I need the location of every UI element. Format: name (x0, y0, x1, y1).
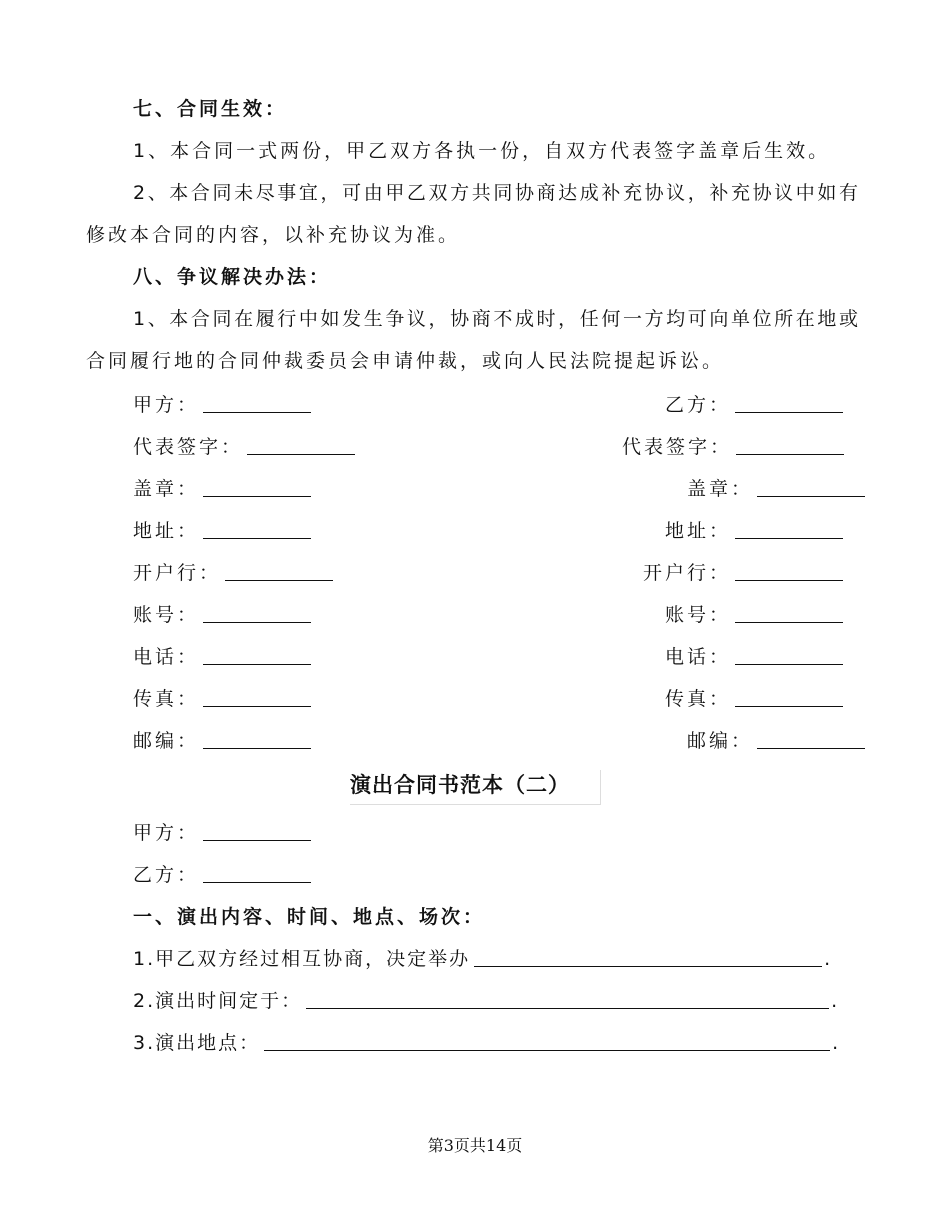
representative-a-blank[interactable] (247, 436, 355, 455)
section-8-heading: 八、争议解决办法： (133, 266, 332, 288)
performance-venue-blank[interactable] (264, 1032, 830, 1051)
sign-right-seal (687, 476, 865, 502)
label: 电话： (665, 646, 732, 668)
performance-time-blank[interactable] (306, 990, 829, 1009)
contract-2-party-b (133, 862, 311, 888)
sign-right-account (665, 602, 843, 628)
label: 账号： (665, 604, 732, 626)
fax-a-blank[interactable] (203, 688, 311, 707)
label: 地址： (665, 520, 732, 542)
contract-2-party-a (133, 820, 311, 846)
label: 邮编： (133, 730, 200, 752)
sign-right-postcode (687, 728, 865, 754)
label: 盖章： (687, 478, 754, 500)
sign-left-account (133, 602, 311, 628)
postcode-b-blank[interactable] (757, 730, 865, 749)
sign-right-party-b (665, 392, 843, 418)
contract-2-item-3 (133, 1030, 840, 1056)
page-footer: 第3页共14页 (427, 1136, 523, 1155)
sign-left-phone (133, 644, 311, 670)
account-a-blank[interactable] (203, 604, 311, 623)
section-7-heading: 七、合同生效： (133, 98, 288, 120)
address-a-blank[interactable] (203, 520, 311, 539)
account-b-blank[interactable] (735, 604, 843, 623)
label: 2.演出时间定于： (133, 990, 303, 1012)
sign-right-phone (665, 644, 843, 670)
label: 电话： (133, 646, 200, 668)
section-8-item-1-line-2: 合同履行地的合同仲裁委员会申请仲裁，或向人民法院提起诉讼。 (86, 350, 725, 372)
label: 开户行： (133, 562, 222, 584)
party-b-blank[interactable] (735, 394, 843, 413)
label: 开户行： (643, 562, 732, 584)
label: 邮编： (687, 730, 754, 752)
party-a-blank[interactable] (203, 394, 311, 413)
seal-a-blank[interactable] (203, 478, 311, 497)
contract-2-party-b-blank[interactable] (203, 864, 311, 883)
label: 甲方： (133, 822, 200, 844)
sign-right-fax (665, 686, 843, 712)
label: 地址： (133, 520, 200, 542)
postcode-a-blank[interactable] (203, 730, 311, 749)
phone-b-blank[interactable] (735, 646, 843, 665)
section-7-item-2-line-1: 2、本合同未尽事宜，可由甲乙双方共同协商达成补充协议，补充协议中如有 (133, 182, 858, 204)
section-7-item-2-line-2: 修改本合同的内容，以补充协议为准。 (86, 224, 461, 246)
sign-right-address (665, 518, 843, 544)
phone-a-blank[interactable] (203, 646, 311, 665)
section-8-item-1-line-1: 1、本合同在履行中如发生争议，协商不成时，任何一方均可向单位所在地或 (133, 308, 858, 330)
address-b-blank[interactable] (735, 520, 843, 539)
label: 1.甲乙双方经过相互协商，决定举办 (133, 948, 471, 970)
label: 乙方： (133, 864, 200, 886)
sign-left-seal (133, 476, 311, 502)
period: . (824, 948, 833, 970)
contract-2-item-2 (133, 988, 839, 1014)
fax-b-blank[interactable] (735, 688, 843, 707)
period: . (832, 1032, 841, 1054)
sign-left-bank (133, 560, 333, 586)
label: 甲方： (133, 394, 200, 416)
sign-left-representative (133, 434, 355, 460)
label: 盖章： (133, 478, 200, 500)
sign-right-bank (643, 560, 843, 586)
contract-2-title: 演出合同书范本（二） (350, 770, 601, 805)
contract-2-section-1-heading: 一、演出内容、时间、地点、场次： (133, 906, 486, 928)
label: 代表签字： (133, 436, 244, 458)
label: 3.演出地点： (133, 1032, 261, 1054)
sign-left-fax (133, 686, 311, 712)
sign-left-postcode (133, 728, 311, 754)
label: 乙方： (665, 394, 732, 416)
contract-2-party-a-blank[interactable] (203, 822, 311, 841)
seal-b-blank[interactable] (757, 478, 865, 497)
bank-a-blank[interactable] (225, 562, 333, 581)
period: . (831, 990, 840, 1012)
representative-b-blank[interactable] (736, 436, 844, 455)
sign-left-address (133, 518, 311, 544)
sign-left-party-a (133, 392, 311, 418)
sign-right-representative (622, 434, 844, 460)
label: 代表签字： (622, 436, 733, 458)
label: 账号： (133, 604, 200, 626)
label: 传真： (133, 688, 200, 710)
event-name-blank[interactable] (474, 948, 822, 967)
label: 传真： (665, 688, 732, 710)
bank-b-blank[interactable] (735, 562, 843, 581)
contract-2-item-1 (133, 946, 832, 972)
section-7-item-1: 1、本合同一式两份，甲乙双方各执一份，自双方代表签字盖章后生效。 (133, 140, 831, 162)
